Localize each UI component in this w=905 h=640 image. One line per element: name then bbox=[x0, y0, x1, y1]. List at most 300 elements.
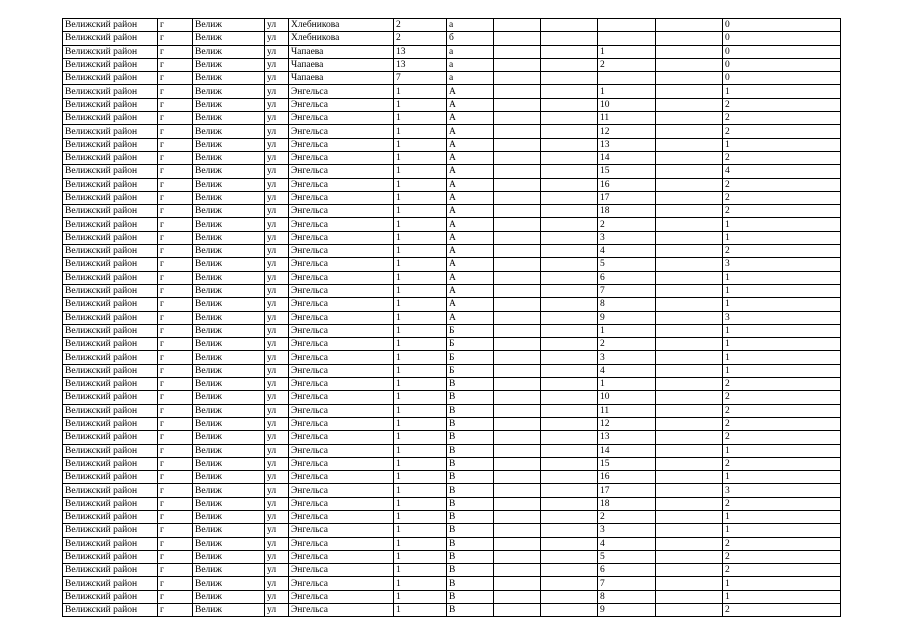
cell-col-k bbox=[656, 19, 723, 32]
cell-street: Энгельса bbox=[289, 524, 394, 537]
cell-count: 1 bbox=[723, 351, 841, 364]
table-row bbox=[63, 604, 841, 617]
table-row bbox=[63, 125, 841, 138]
cell-col-k bbox=[656, 72, 723, 85]
cell-col-k bbox=[656, 510, 723, 523]
cell-street: Энгельса bbox=[289, 457, 394, 470]
cell-col-i bbox=[541, 444, 598, 457]
cell-house: 7 bbox=[394, 72, 447, 85]
cell-col-i bbox=[541, 112, 598, 125]
cell-settlement-type: г bbox=[158, 45, 193, 58]
cell-apartment: 8 bbox=[598, 298, 656, 311]
cell-apartment: 5 bbox=[598, 258, 656, 271]
cell-settlement: Велиж bbox=[193, 364, 265, 377]
table-row bbox=[63, 178, 841, 191]
cell-col-i bbox=[541, 205, 598, 218]
cell-count: 2 bbox=[723, 564, 841, 577]
cell-col-h bbox=[494, 338, 541, 351]
cell-count: 2 bbox=[723, 497, 841, 510]
cell-apartment: 3 bbox=[598, 351, 656, 364]
cell-building: А bbox=[447, 298, 494, 311]
cell-district: Велижский район bbox=[63, 510, 158, 523]
cell-building: В bbox=[447, 391, 494, 404]
table-row bbox=[63, 391, 841, 404]
cell-settlement: Велиж bbox=[193, 258, 265, 271]
cell-house: 1 bbox=[394, 98, 447, 111]
cell-building: А bbox=[447, 125, 494, 138]
cell-building: а bbox=[447, 19, 494, 32]
cell-count: 2 bbox=[723, 417, 841, 430]
cell-street-type: ул bbox=[265, 85, 289, 98]
cell-house: 1 bbox=[394, 324, 447, 337]
cell-building: А bbox=[447, 311, 494, 324]
cell-col-h bbox=[494, 191, 541, 204]
cell-street: Энгельса bbox=[289, 231, 394, 244]
cell-street-type: ул bbox=[265, 138, 289, 151]
cell-col-k bbox=[656, 45, 723, 58]
cell-building: А bbox=[447, 271, 494, 284]
cell-col-h bbox=[494, 45, 541, 58]
cell-col-h bbox=[494, 245, 541, 258]
cell-house: 1 bbox=[394, 510, 447, 523]
cell-col-i bbox=[541, 165, 598, 178]
table-row bbox=[63, 324, 841, 337]
cell-street-type: ул bbox=[265, 231, 289, 244]
cell-settlement-type: г bbox=[158, 471, 193, 484]
cell-district: Велижский район bbox=[63, 564, 158, 577]
cell-col-i bbox=[541, 85, 598, 98]
cell-apartment: 12 bbox=[598, 417, 656, 430]
cell-col-h bbox=[494, 537, 541, 550]
cell-street-type: ул bbox=[265, 205, 289, 218]
cell-street: Энгельса bbox=[289, 444, 394, 457]
cell-district: Велижский район bbox=[63, 444, 158, 457]
cell-col-h bbox=[494, 205, 541, 218]
cell-street-type: ул bbox=[265, 245, 289, 258]
cell-col-h bbox=[494, 178, 541, 191]
cell-settlement-type: г bbox=[158, 178, 193, 191]
cell-col-h bbox=[494, 165, 541, 178]
cell-count: 1 bbox=[723, 85, 841, 98]
table-row bbox=[63, 284, 841, 297]
cell-settlement: Велиж bbox=[193, 471, 265, 484]
cell-house: 1 bbox=[394, 457, 447, 470]
cell-col-i bbox=[541, 417, 598, 430]
cell-col-k bbox=[656, 471, 723, 484]
cell-settlement-type: г bbox=[158, 338, 193, 351]
cell-house: 1 bbox=[394, 378, 447, 391]
cell-building: В bbox=[447, 564, 494, 577]
cell-building: В bbox=[447, 497, 494, 510]
cell-district: Велижский район bbox=[63, 45, 158, 58]
cell-settlement-type: г bbox=[158, 98, 193, 111]
cell-col-h bbox=[494, 484, 541, 497]
cell-col-k bbox=[656, 98, 723, 111]
cell-district: Велижский район bbox=[63, 112, 158, 125]
cell-street-type: ул bbox=[265, 537, 289, 550]
cell-col-k bbox=[656, 391, 723, 404]
cell-apartment: 15 bbox=[598, 165, 656, 178]
cell-col-k bbox=[656, 484, 723, 497]
cell-col-i bbox=[541, 311, 598, 324]
table-row bbox=[63, 298, 841, 311]
cell-count: 1 bbox=[723, 324, 841, 337]
cell-district: Велижский район bbox=[63, 245, 158, 258]
cell-street-type: ул bbox=[265, 524, 289, 537]
cell-house: 1 bbox=[394, 471, 447, 484]
cell-street-type: ул bbox=[265, 258, 289, 271]
cell-street: Энгельса bbox=[289, 351, 394, 364]
cell-col-k bbox=[656, 590, 723, 603]
cell-house: 1 bbox=[394, 338, 447, 351]
cell-settlement-type: г bbox=[158, 72, 193, 85]
cell-count: 2 bbox=[723, 431, 841, 444]
cell-settlement: Велиж bbox=[193, 125, 265, 138]
cell-street: Энгельса bbox=[289, 364, 394, 377]
cell-district: Велижский район bbox=[63, 85, 158, 98]
cell-street: Энгельса bbox=[289, 165, 394, 178]
cell-col-k bbox=[656, 85, 723, 98]
table-row bbox=[63, 32, 841, 45]
cell-col-h bbox=[494, 271, 541, 284]
cell-apartment: 16 bbox=[598, 471, 656, 484]
cell-street-type: ул bbox=[265, 178, 289, 191]
table-row bbox=[63, 484, 841, 497]
table-row bbox=[63, 258, 841, 271]
cell-house: 1 bbox=[394, 404, 447, 417]
cell-house: 13 bbox=[394, 58, 447, 71]
cell-settlement-type: г bbox=[158, 19, 193, 32]
cell-apartment: 2 bbox=[598, 338, 656, 351]
cell-col-h bbox=[494, 58, 541, 71]
cell-apartment: 7 bbox=[598, 284, 656, 297]
cell-settlement: Велиж bbox=[193, 165, 265, 178]
cell-street: Чапаева bbox=[289, 45, 394, 58]
cell-street: Энгельса bbox=[289, 245, 394, 258]
cell-house: 1 bbox=[394, 497, 447, 510]
cell-street: Энгельса bbox=[289, 324, 394, 337]
cell-count: 1 bbox=[723, 271, 841, 284]
cell-district: Велижский район bbox=[63, 271, 158, 284]
cell-settlement: Велиж bbox=[193, 431, 265, 444]
cell-settlement-type: г bbox=[158, 431, 193, 444]
cell-col-h bbox=[494, 564, 541, 577]
cell-building: а bbox=[447, 45, 494, 58]
cell-district: Велижский район bbox=[63, 178, 158, 191]
cell-street-type: ул bbox=[265, 271, 289, 284]
cell-apartment: 5 bbox=[598, 550, 656, 563]
cell-settlement-type: г bbox=[158, 564, 193, 577]
cell-count: 0 bbox=[723, 72, 841, 85]
cell-count: 1 bbox=[723, 284, 841, 297]
cell-street-type: ул bbox=[265, 351, 289, 364]
cell-street: Чапаева bbox=[289, 72, 394, 85]
cell-building: А bbox=[447, 151, 494, 164]
cell-district: Велижский район bbox=[63, 151, 158, 164]
cell-apartment: 10 bbox=[598, 98, 656, 111]
cell-apartment: 1 bbox=[598, 45, 656, 58]
cell-settlement: Велиж bbox=[193, 85, 265, 98]
cell-street: Энгельса bbox=[289, 497, 394, 510]
cell-building: а bbox=[447, 72, 494, 85]
cell-col-k bbox=[656, 165, 723, 178]
cell-col-i bbox=[541, 537, 598, 550]
cell-col-i bbox=[541, 471, 598, 484]
cell-col-k bbox=[656, 271, 723, 284]
cell-col-h bbox=[494, 138, 541, 151]
cell-col-i bbox=[541, 351, 598, 364]
cell-count: 2 bbox=[723, 191, 841, 204]
cell-count: 1 bbox=[723, 364, 841, 377]
cell-col-k bbox=[656, 417, 723, 430]
cell-count: 0 bbox=[723, 45, 841, 58]
cell-district: Велижский район bbox=[63, 138, 158, 151]
cell-col-h bbox=[494, 218, 541, 231]
cell-col-h bbox=[494, 298, 541, 311]
cell-col-i bbox=[541, 550, 598, 563]
cell-col-h bbox=[494, 391, 541, 404]
cell-settlement-type: г bbox=[158, 32, 193, 45]
cell-street: Энгельса bbox=[289, 471, 394, 484]
cell-col-k bbox=[656, 58, 723, 71]
cell-settlement: Велиж bbox=[193, 271, 265, 284]
cell-street: Энгельса bbox=[289, 205, 394, 218]
cell-settlement-type: г bbox=[158, 524, 193, 537]
cell-apartment: 4 bbox=[598, 245, 656, 258]
cell-count: 2 bbox=[723, 98, 841, 111]
cell-count: 1 bbox=[723, 510, 841, 523]
cell-count: 4 bbox=[723, 165, 841, 178]
cell-settlement: Велиж bbox=[193, 19, 265, 32]
table-row bbox=[63, 444, 841, 457]
cell-building: А bbox=[447, 258, 494, 271]
cell-count: 3 bbox=[723, 311, 841, 324]
cell-house: 1 bbox=[394, 178, 447, 191]
cell-settlement-type: г bbox=[158, 497, 193, 510]
cell-apartment: 4 bbox=[598, 364, 656, 377]
cell-street-type: ул bbox=[265, 32, 289, 45]
cell-district: Велижский район bbox=[63, 364, 158, 377]
cell-district: Велижский район bbox=[63, 284, 158, 297]
cell-count: 2 bbox=[723, 404, 841, 417]
table-row bbox=[63, 471, 841, 484]
cell-count: 2 bbox=[723, 457, 841, 470]
cell-apartment: 3 bbox=[598, 524, 656, 537]
cell-apartment: 8 bbox=[598, 590, 656, 603]
cell-settlement: Велиж bbox=[193, 497, 265, 510]
cell-settlement-type: г bbox=[158, 364, 193, 377]
cell-house: 1 bbox=[394, 165, 447, 178]
cell-col-h bbox=[494, 604, 541, 617]
cell-apartment: 4 bbox=[598, 537, 656, 550]
cell-settlement-type: г bbox=[158, 577, 193, 590]
cell-street-type: ул bbox=[265, 45, 289, 58]
cell-street-type: ул bbox=[265, 497, 289, 510]
table-row bbox=[63, 245, 841, 258]
cell-building: А bbox=[447, 245, 494, 258]
cell-settlement: Велиж bbox=[193, 510, 265, 523]
cell-settlement-type: г bbox=[158, 218, 193, 231]
cell-col-i bbox=[541, 338, 598, 351]
cell-house: 1 bbox=[394, 258, 447, 271]
cell-col-k bbox=[656, 338, 723, 351]
cell-house: 1 bbox=[394, 271, 447, 284]
cell-col-h bbox=[494, 404, 541, 417]
cell-count: 0 bbox=[723, 32, 841, 45]
cell-street: Энгельса bbox=[289, 590, 394, 603]
cell-col-h bbox=[494, 577, 541, 590]
cell-settlement: Велиж bbox=[193, 72, 265, 85]
cell-building: А bbox=[447, 85, 494, 98]
cell-street: Энгельса bbox=[289, 284, 394, 297]
cell-col-h bbox=[494, 590, 541, 603]
cell-settlement-type: г bbox=[158, 205, 193, 218]
cell-count: 0 bbox=[723, 19, 841, 32]
cell-building: А bbox=[447, 191, 494, 204]
cell-count: 2 bbox=[723, 112, 841, 125]
cell-building: В bbox=[447, 577, 494, 590]
cell-apartment: 6 bbox=[598, 271, 656, 284]
cell-street: Энгельса bbox=[289, 112, 394, 125]
cell-district: Велижский район bbox=[63, 378, 158, 391]
cell-col-h bbox=[494, 258, 541, 271]
cell-building: А bbox=[447, 231, 494, 244]
cell-count: 1 bbox=[723, 231, 841, 244]
cell-apartment: 17 bbox=[598, 484, 656, 497]
cell-street: Энгельса bbox=[289, 550, 394, 563]
cell-apartment: 18 bbox=[598, 497, 656, 510]
cell-settlement: Велиж bbox=[193, 231, 265, 244]
table-row bbox=[63, 537, 841, 550]
cell-settlement: Велиж bbox=[193, 577, 265, 590]
cell-col-k bbox=[656, 298, 723, 311]
cell-col-k bbox=[656, 258, 723, 271]
cell-district: Велижский район bbox=[63, 550, 158, 563]
cell-settlement-type: г bbox=[158, 284, 193, 297]
table-row bbox=[63, 577, 841, 590]
cell-col-i bbox=[541, 125, 598, 138]
cell-district: Велижский район bbox=[63, 404, 158, 417]
cell-col-i bbox=[541, 72, 598, 85]
cell-settlement-type: г bbox=[158, 151, 193, 164]
table-row bbox=[63, 112, 841, 125]
cell-col-h bbox=[494, 510, 541, 523]
cell-col-i bbox=[541, 231, 598, 244]
cell-col-i bbox=[541, 484, 598, 497]
cell-col-h bbox=[494, 524, 541, 537]
table-row bbox=[63, 98, 841, 111]
cell-settlement-type: г bbox=[158, 271, 193, 284]
cell-col-k bbox=[656, 378, 723, 391]
cell-district: Велижский район bbox=[63, 324, 158, 337]
cell-settlement: Велиж bbox=[193, 138, 265, 151]
cell-settlement: Велиж bbox=[193, 391, 265, 404]
table-row bbox=[63, 19, 841, 32]
cell-col-i bbox=[541, 364, 598, 377]
cell-street-type: ул bbox=[265, 417, 289, 430]
cell-district: Велижский район bbox=[63, 218, 158, 231]
cell-street-type: ул bbox=[265, 125, 289, 138]
table-row bbox=[63, 457, 841, 470]
cell-col-i bbox=[541, 245, 598, 258]
cell-settlement-type: г bbox=[158, 510, 193, 523]
cell-district: Велижский район bbox=[63, 231, 158, 244]
cell-settlement-type: г bbox=[158, 457, 193, 470]
cell-count: 3 bbox=[723, 258, 841, 271]
cell-settlement: Велиж bbox=[193, 45, 265, 58]
cell-house: 1 bbox=[394, 604, 447, 617]
table-row bbox=[63, 218, 841, 231]
cell-count: 1 bbox=[723, 338, 841, 351]
cell-building: Б bbox=[447, 338, 494, 351]
cell-street: Энгельса bbox=[289, 404, 394, 417]
table-row bbox=[63, 338, 841, 351]
cell-settlement-type: г bbox=[158, 298, 193, 311]
cell-street: Энгельса bbox=[289, 191, 394, 204]
cell-col-i bbox=[541, 284, 598, 297]
cell-district: Велижский район bbox=[63, 19, 158, 32]
cell-col-h bbox=[494, 311, 541, 324]
cell-street-type: ул bbox=[265, 577, 289, 590]
cell-col-h bbox=[494, 112, 541, 125]
cell-count: 2 bbox=[723, 245, 841, 258]
cell-street-type: ул bbox=[265, 191, 289, 204]
cell-street-type: ул bbox=[265, 72, 289, 85]
cell-col-i bbox=[541, 431, 598, 444]
cell-col-h bbox=[494, 19, 541, 32]
cell-street: Энгельса bbox=[289, 98, 394, 111]
cell-street: Чапаева bbox=[289, 58, 394, 71]
cell-col-i bbox=[541, 98, 598, 111]
cell-apartment: 2 bbox=[598, 58, 656, 71]
cell-col-k bbox=[656, 457, 723, 470]
cell-apartment: 1 bbox=[598, 324, 656, 337]
cell-count: 2 bbox=[723, 178, 841, 191]
cell-house: 1 bbox=[394, 151, 447, 164]
table-row bbox=[63, 564, 841, 577]
cell-col-h bbox=[494, 431, 541, 444]
table-row bbox=[63, 404, 841, 417]
table-row bbox=[63, 205, 841, 218]
cell-street-type: ул bbox=[265, 471, 289, 484]
cell-col-k bbox=[656, 284, 723, 297]
cell-count: 0 bbox=[723, 58, 841, 71]
cell-street-type: ул bbox=[265, 151, 289, 164]
cell-col-h bbox=[494, 378, 541, 391]
cell-street-type: ул bbox=[265, 165, 289, 178]
cell-col-h bbox=[494, 98, 541, 111]
cell-apartment: 18 bbox=[598, 205, 656, 218]
cell-count: 1 bbox=[723, 471, 841, 484]
cell-col-i bbox=[541, 151, 598, 164]
cell-col-k bbox=[656, 32, 723, 45]
table-row bbox=[63, 191, 841, 204]
cell-col-h bbox=[494, 351, 541, 364]
cell-house: 1 bbox=[394, 245, 447, 258]
cell-settlement: Велиж bbox=[193, 444, 265, 457]
cell-building: В bbox=[447, 417, 494, 430]
table-row bbox=[63, 364, 841, 377]
cell-col-h bbox=[494, 444, 541, 457]
cell-house: 1 bbox=[394, 284, 447, 297]
cell-settlement: Велиж bbox=[193, 351, 265, 364]
cell-col-h bbox=[494, 85, 541, 98]
cell-district: Велижский район bbox=[63, 431, 158, 444]
cell-street: Энгельса bbox=[289, 218, 394, 231]
cell-settlement-type: г bbox=[158, 351, 193, 364]
cell-settlement-type: г bbox=[158, 404, 193, 417]
cell-district: Велижский район bbox=[63, 537, 158, 550]
